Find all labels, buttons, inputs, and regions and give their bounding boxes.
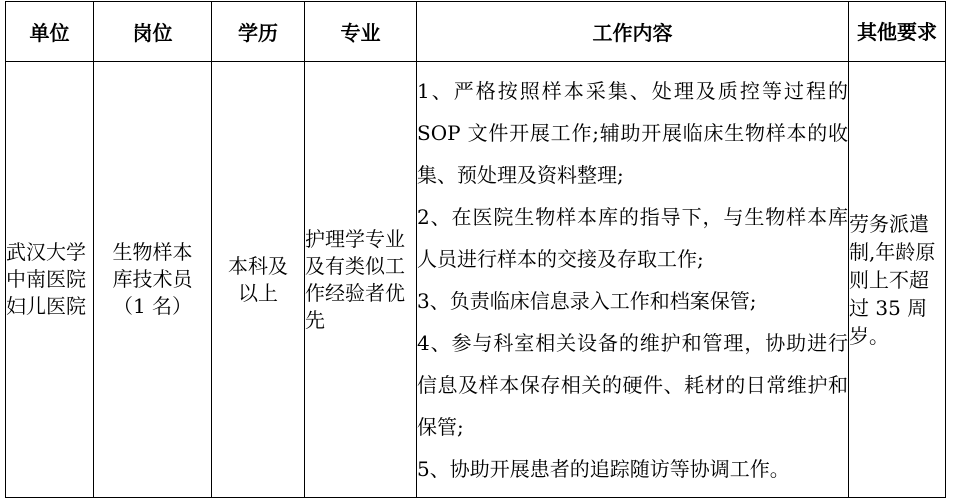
cell-education — [212, 62, 305, 498]
duty-item: 5、协助开展患者的追踪随访等协调工作。 — [417, 456, 790, 481]
cell-duties — [417, 62, 849, 498]
header-education: 学历 — [212, 2, 305, 62]
recruitment-table — [5, 1, 946, 498]
duty-item: 3、负责临床信息录入工作和档案保管; — [417, 288, 757, 313]
header-position: 岗位 — [94, 2, 212, 62]
cell-other-requirements: 劳务派遣制,年龄原则上不超过 35 周岁。 — [849, 62, 946, 498]
duty-item: 1、严格按照样本采集、处理及质控等过程的 SOP 文件开展工作;辅助开展临床生物样本的收集、预处理及资料整理; — [417, 78, 848, 187]
table-row — [6, 62, 946, 498]
header-major: 专业 — [305, 2, 417, 62]
header-duties: 工作内容 — [417, 2, 849, 62]
cell-position — [94, 62, 212, 498]
duty-item: 4、参与科室相关设备的维护和管理，协助进行信息及样本保存相关的硬件、耗材的日常维护和保管; — [417, 330, 848, 439]
position-count: （1 名） — [112, 294, 193, 318]
position-title: 生物样本库技术员 — [112, 240, 193, 291]
education-text: 本科及以上 — [228, 253, 288, 305]
header-unit: 单位 — [6, 2, 94, 62]
header-other-requirements: 其他要求 — [849, 2, 946, 62]
duty-item: 2、在医院生物样本库的指导下，与生物样本库人员进行样本的交接及存取工作; — [417, 204, 848, 271]
cell-major: 护理学专业及有类似工作经验者优先 — [305, 62, 417, 498]
cell-unit: 武汉大学中南医院妇儿医院 — [6, 62, 94, 498]
header-row — [6, 2, 946, 62]
